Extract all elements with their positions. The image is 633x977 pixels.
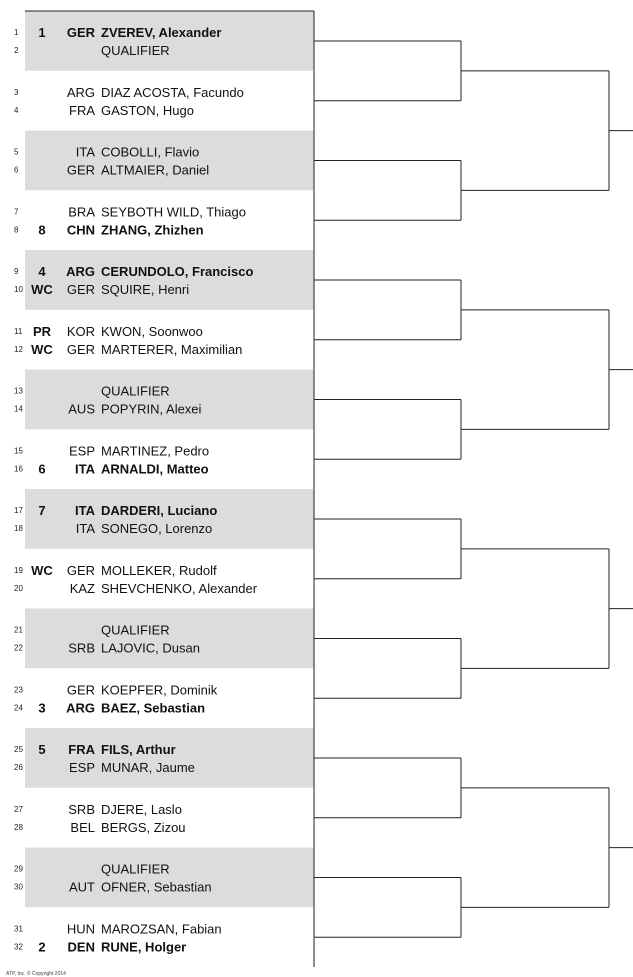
player-name: SHEVCHENKO, Alexander — [101, 580, 258, 596]
seed-tag: PR — [32, 323, 52, 339]
player-name: MOLLEKER, Rudolf — [101, 562, 217, 578]
draw-number: 20 — [14, 583, 23, 593]
draw-number: 28 — [14, 822, 23, 832]
nationality: GER — [66, 282, 95, 297]
player-name: LAJOVIC, Dusan — [101, 640, 200, 656]
nationality: SRB — [68, 640, 95, 656]
nationality: ARG — [66, 264, 95, 279]
player-name: MUNAR, Jaume — [101, 760, 195, 775]
nationality: KAZ — [69, 580, 95, 596]
match-shade — [25, 609, 314, 669]
draw-number: 5 — [14, 147, 19, 157]
player-name: DARDERI, Luciano — [101, 503, 218, 518]
entry-row — [14, 85, 244, 100]
seed-tag: 8 — [38, 222, 46, 238]
entry-row — [14, 802, 182, 817]
entry-row — [14, 222, 204, 237]
entry-row — [14, 682, 218, 697]
draw-number: 18 — [14, 524, 23, 533]
entry-row — [14, 921, 222, 936]
nationality: ARG — [66, 700, 95, 716]
match-shade — [25, 250, 314, 310]
seed-tag: WC — [31, 341, 53, 357]
draw-number: 14 — [14, 404, 23, 414]
seed-tag: 4 — [38, 264, 46, 279]
draw-number: 10 — [14, 285, 23, 294]
player-name: POPYRIN, Alexei — [101, 401, 202, 417]
draw-number: 24 — [14, 703, 23, 713]
entry-row — [14, 742, 176, 757]
entry-row — [14, 563, 217, 578]
player-name: BAEZ, Sebastian — [101, 700, 206, 716]
nationality: FRA — [68, 742, 95, 757]
draw-number: 25 — [14, 745, 23, 754]
draw-number: 9 — [14, 267, 19, 276]
player-name: ARNALDI, Matteo — [101, 461, 209, 477]
draw-number: 32 — [14, 942, 23, 952]
nationality: FRA — [69, 102, 95, 118]
draw-number: 23 — [14, 685, 23, 695]
draw-number: 31 — [14, 924, 23, 934]
nationality: GER — [66, 562, 95, 578]
seed-tag: 1 — [38, 25, 46, 40]
nationality: GER — [66, 682, 95, 698]
draw-number: 15 — [14, 446, 23, 456]
player-name: KWON, Soonwoo — [101, 323, 203, 339]
draw-number: 29 — [14, 864, 23, 874]
player-name: DJERE, Laslo — [101, 801, 182, 817]
nationality: SRB — [68, 801, 95, 817]
entry-row — [14, 443, 209, 458]
match-shade — [25, 11, 314, 71]
entry-row — [14, 581, 258, 596]
player-name: SQUIRE, Henri — [101, 282, 190, 297]
draw-number: 19 — [14, 565, 23, 575]
nationality: DEN — [67, 939, 95, 955]
seed-tag: 5 — [38, 742, 46, 757]
nationality: KOR — [66, 323, 95, 339]
seed-tag: WC — [31, 562, 53, 578]
entry-row — [14, 25, 221, 40]
nationality: ITA — [75, 144, 95, 160]
draw-number: 2 — [14, 46, 19, 55]
entry-row — [14, 103, 194, 118]
nationality: ITA — [75, 461, 95, 477]
nationality: ARG — [66, 84, 95, 100]
player-name: KOEPFER, Dominik — [101, 682, 218, 698]
draw-number: 3 — [14, 87, 19, 97]
player-name: SONEGO, Lorenzo — [101, 521, 213, 536]
entry-row — [14, 503, 217, 518]
player-name: GASTON, Hugo — [101, 102, 194, 118]
entry-row — [14, 820, 186, 835]
draw-number: 21 — [14, 625, 23, 635]
player-name: ZHANG, Zhizhen — [101, 222, 204, 238]
draw-number: 27 — [14, 804, 23, 814]
nationality: HUN — [66, 921, 95, 937]
player-name: ALTMAIER, Daniel — [101, 162, 210, 178]
player-name: QUALIFIER — [101, 861, 170, 877]
draw-number: 13 — [14, 386, 23, 396]
player-name: SEYBOTH WILD, Thiago — [101, 204, 246, 220]
seed-tag: 7 — [38, 503, 46, 518]
nationality: BRA — [68, 204, 95, 220]
draw-number: 30 — [14, 882, 23, 892]
nationality: ITA — [75, 521, 95, 536]
seed-tag: 2 — [38, 939, 46, 955]
player-name: RUNE, Holger — [101, 939, 187, 955]
draw-number: 11 — [14, 326, 23, 336]
draw-number: 26 — [14, 763, 23, 772]
player-name: OFNER, Sebastian — [101, 879, 212, 895]
nationality: GER — [66, 25, 95, 40]
player-name: MARTINEZ, Pedro — [101, 443, 210, 459]
nationality: AUS — [68, 401, 95, 417]
player-name: MAROZSAN, Fabian — [101, 921, 222, 937]
entry-row — [14, 204, 246, 219]
nationality: GER — [66, 341, 95, 357]
player-name: MARTERER, Maximilian — [101, 341, 243, 357]
match-shade — [25, 848, 314, 908]
nationality: GER — [66, 162, 95, 178]
player-name: COBOLLI, Flavio — [101, 144, 200, 160]
match-shade — [25, 489, 314, 549]
draw-number: 8 — [14, 225, 19, 235]
seed-tag: WC — [31, 282, 53, 297]
player-name: FILS, Arthur — [101, 742, 176, 757]
player-name: QUALIFIER — [101, 43, 170, 58]
draw-number: 22 — [14, 643, 23, 653]
match-shade — [25, 131, 314, 191]
player-name: BERGS, Zizou — [101, 819, 186, 835]
nationality: CHN — [66, 222, 95, 238]
nationality: AUT — [69, 879, 95, 895]
seed-tag: 6 — [38, 461, 46, 477]
player-name: QUALIFIER — [101, 622, 170, 638]
nationality: BEL — [70, 819, 95, 835]
copyright-note: ATP, Inc. © Copyright 2014 — [6, 971, 66, 977]
draw-number: 6 — [14, 165, 19, 175]
seed-tag: 3 — [38, 700, 46, 716]
nationality: ESP — [68, 760, 95, 775]
match-shade — [25, 728, 314, 788]
draw-number: 16 — [14, 464, 23, 474]
player-name: QUALIFIER — [101, 383, 170, 399]
draw-number: 12 — [14, 344, 23, 354]
draw-number: 17 — [14, 506, 23, 515]
player-name: DIAZ ACOSTA, Facundo — [101, 84, 244, 100]
draw-number: 4 — [14, 105, 19, 115]
match-shade — [25, 370, 314, 430]
player-name: ZVEREV, Alexander — [101, 25, 222, 40]
entry-row — [14, 939, 186, 954]
entry-row — [14, 700, 205, 715]
entry-row — [14, 342, 242, 357]
entry-row — [14, 324, 203, 339]
nationality: ITA — [75, 503, 95, 518]
player-name: CERUNDOLO, Francisco — [101, 264, 254, 279]
draw-number: 7 — [14, 207, 19, 217]
draw-number: 1 — [14, 28, 19, 37]
entry-row — [14, 461, 209, 476]
entry-row — [14, 282, 189, 297]
nationality: ESP — [68, 443, 95, 459]
